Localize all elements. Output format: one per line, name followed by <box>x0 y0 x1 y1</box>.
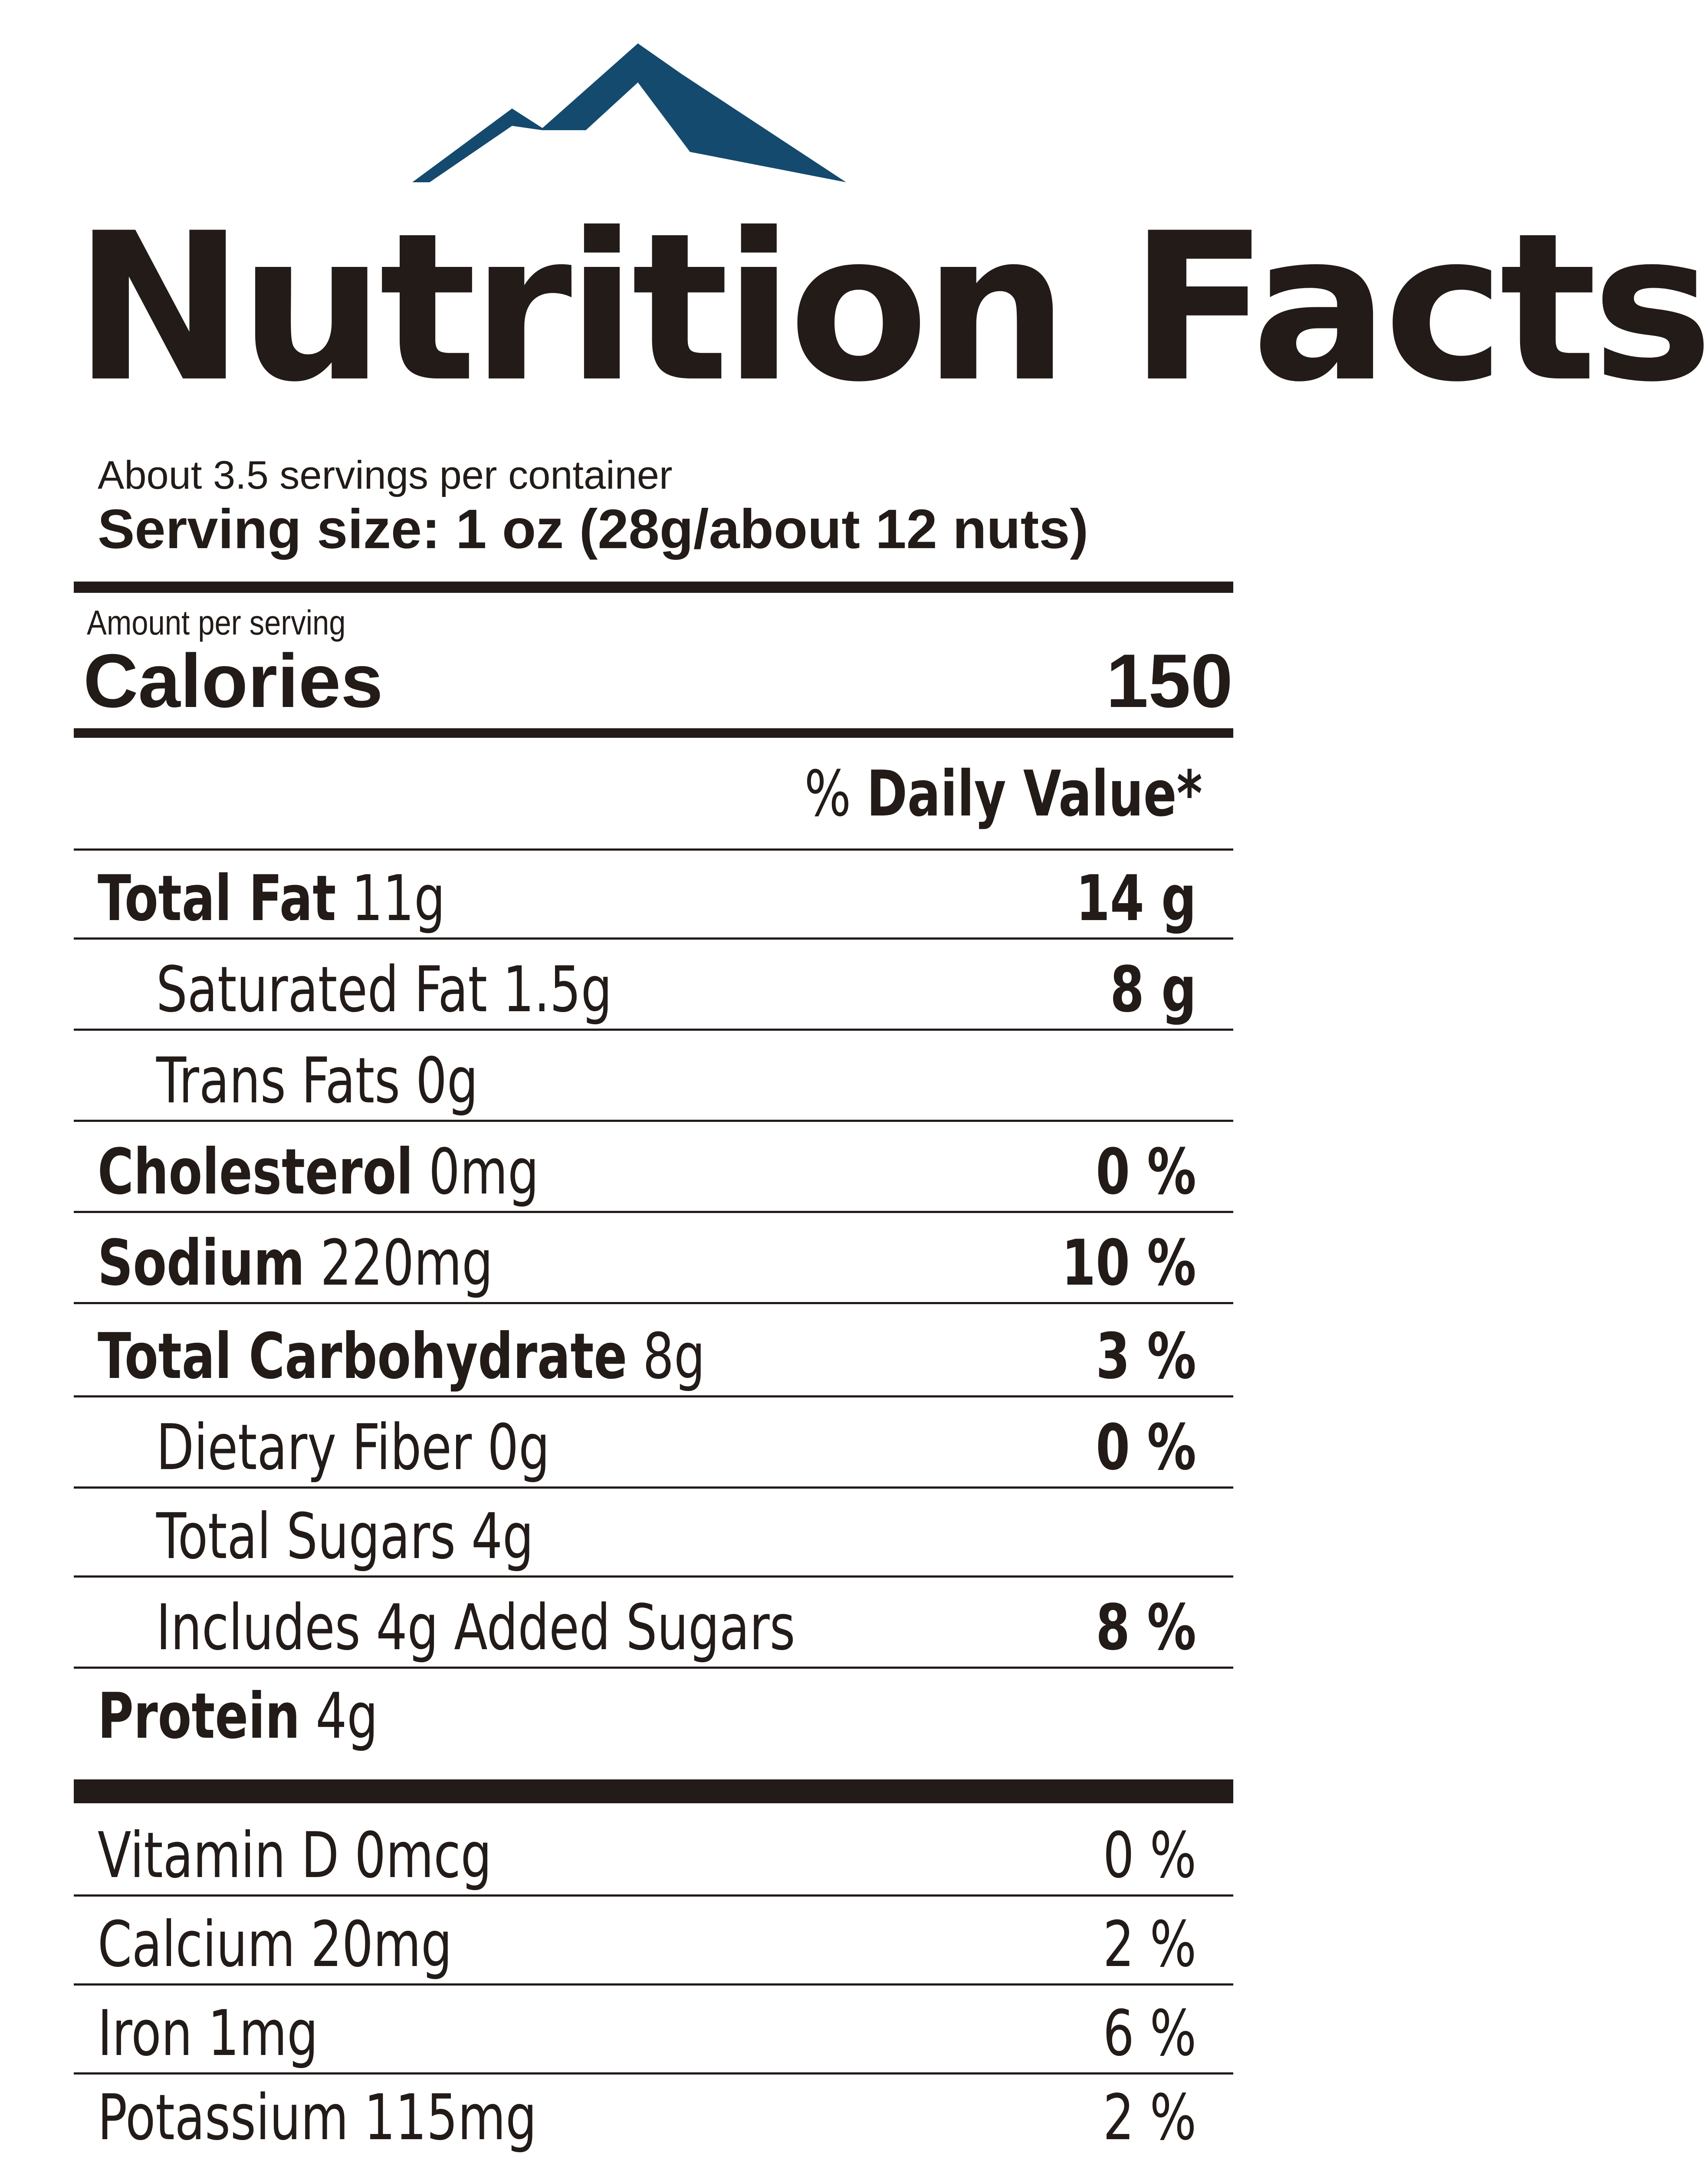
nutrient-daily-value: 0 % <box>1096 1135 1196 1209</box>
nutrient-daily-value: 0 % <box>1096 1411 1196 1484</box>
nutrient-label: Trans Fats 0g <box>156 1044 478 1118</box>
nutrient-daily-value: 8 g <box>1110 953 1196 1026</box>
servings-per-container: About 3.5 servings per container <box>98 453 673 497</box>
nutrient-daily-value: 14 g <box>1076 862 1196 935</box>
mountain-icon <box>412 43 846 182</box>
vitamin-daily-value: 2 % <box>1103 1908 1196 1981</box>
nutrient-row-total-carbohydrate <box>74 1304 1233 1397</box>
serving-size: Serving size: 1 oz (28g/about 12 nuts) <box>98 498 1089 560</box>
nutrient-label: Dietary Fiber 0g <box>156 1411 550 1484</box>
nutrient-row-added-sugars <box>74 1578 1233 1669</box>
page-title: Nutrition Facts <box>74 189 1708 427</box>
nutrient-row-sodium <box>74 1213 1233 1304</box>
nutrient-row-dietary-fiber <box>74 1397 1233 1489</box>
nutrient-row-protein <box>74 1669 1233 1764</box>
calories-label: Calories <box>83 639 383 723</box>
nutrient-row-saturated-fat <box>74 940 1233 1031</box>
thick-divider-top <box>74 582 1233 593</box>
vitamin-label: Iron 1mg <box>98 1997 319 2070</box>
vitamin-label: Calcium 20mg <box>98 1908 453 1981</box>
thick-divider-calories <box>74 728 1233 738</box>
nutrient-daily-value: 8 % <box>1096 1591 1196 1664</box>
nutrient-row-cholesterol <box>74 1122 1233 1213</box>
nutrient-label: Total Carbohydrate 8g <box>98 1320 705 1393</box>
vitamin-row-calcium <box>74 1897 1233 1986</box>
nutrient-row-total-fat <box>74 851 1233 940</box>
calories-value: 150 <box>1106 639 1233 723</box>
nutrient-daily-value: 10 % <box>1061 1226 1196 1300</box>
nutrient-label: Total Fat 11g <box>98 862 446 935</box>
vitamin-row-iron <box>74 1986 1233 2075</box>
vitamin-row-vitamin-d <box>74 1803 1233 1897</box>
vitamin-daily-value: 0 % <box>1103 1819 1196 1892</box>
nutrient-label: Saturated Fat 1.5g <box>156 953 612 1026</box>
nutrient-row-total-sugars <box>74 1489 1233 1578</box>
vitamin-label: Vitamin D 0mcg <box>98 1819 492 1892</box>
nutrient-label: Includes 4g Added Sugars <box>156 1591 795 1664</box>
nutrient-daily-value: 3 % <box>1096 1320 1196 1393</box>
nutrient-label: Sodium 220mg <box>98 1226 493 1300</box>
daily-value-header: % Daily Value* <box>804 757 1202 831</box>
vitamin-row-potassium <box>74 2075 1233 2166</box>
nutrient-label: Protein 4g <box>98 1680 378 1753</box>
thick-divider-vitamins <box>74 1779 1233 1803</box>
nutrient-label: Cholesterol 0mg <box>98 1135 539 1209</box>
vitamin-daily-value: 6 % <box>1103 1997 1196 2070</box>
nutrient-row-trans-fats <box>74 1031 1233 1122</box>
amount-per-serving-label: Amount per serving <box>87 603 346 642</box>
nutrient-label: Total Sugars 4g <box>156 1500 534 1573</box>
vitamin-label: Potassium 115mg <box>98 2081 537 2154</box>
vitamin-daily-value: 2 % <box>1103 2081 1196 2154</box>
